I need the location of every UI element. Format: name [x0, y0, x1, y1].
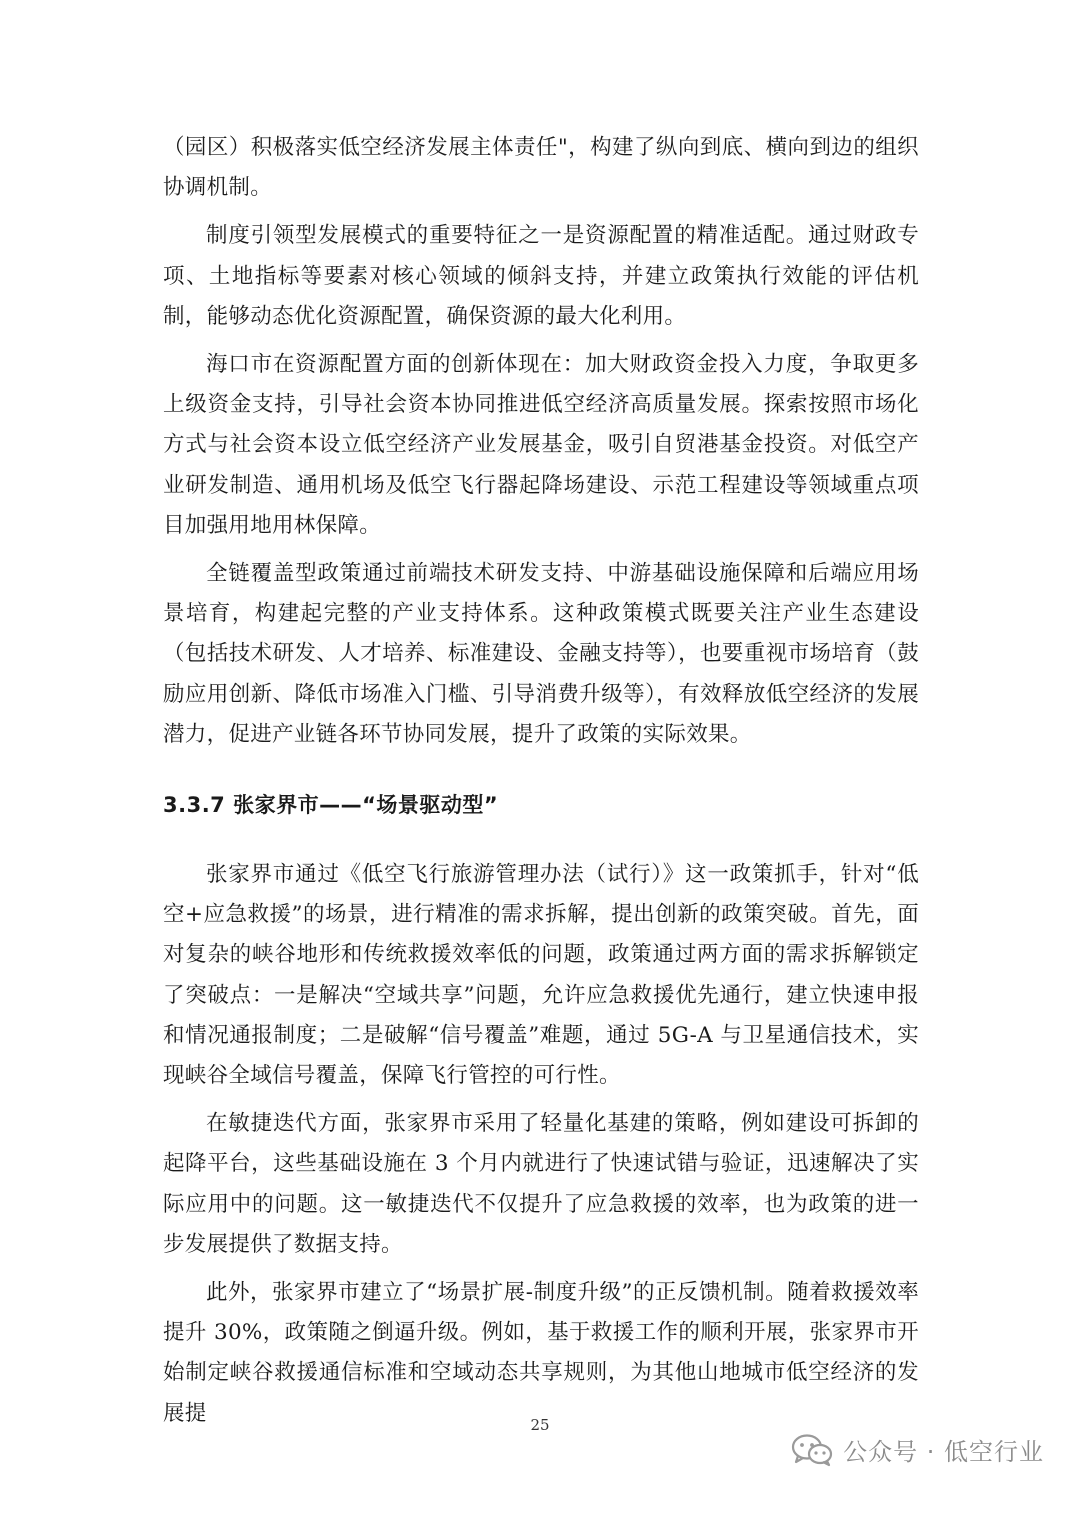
paragraph-5: 张家界市通过《低空飞行旅游管理办法（试行）》这一政策抓手，针对“低空+应急救援”的场景，进行精准的需求拆解，提出创新的政策突破。首先，面对复杂的峡谷地形和传统救援效率低的问题，政策通过两方面的需求拆解锁定了突破点：一是解决“空域共享”问题，允许应急救援优先通行，建立快速申报和情况通报制度；二是破解“信号覆盖”难题，通过 5G-A 与卫星通信技术，实现峡谷全域信号覆盖，保障飞行管控的可行性。	[163, 862, 919, 1089]
wechat-icon	[791, 1433, 833, 1467]
watermark	[791, 1432, 1044, 1467]
watermark-text: 公众号 · 低空行业	[843, 1438, 1044, 1466]
paragraph-4: 全链覆盖型政策通过前端技术研发支持、中游基础设施保障和后端应用场景培育，构建起完整的产业支持体系。这种政策模式既要关注产业生态建设（包括技术研发、人才培养、标准建设、金融支持等），也要重视市场培育（鼓励应用创新、降低市场准入门槛、引导消费升级等），有效释放低空经济的发展潜力，促进产业链各环节协同发展，提升了政策的实际效果。	[163, 561, 919, 747]
paragraph-1: （园区）积极落实低空经济发展主体责任"，构建了纵向到底、横向到边的组织协调机制。	[163, 135, 919, 201]
page-number: 25	[530, 1416, 550, 1434]
paragraph-3: 海口市在资源配置方面的创新体现在：加大财政资金投入力度，争取更多上级资金支持，引导社会资本协同推进低空经济高质量发展。探索按照市场化方式与社会资本设立低空经济产业发展基金，吸引自贸港基金投资。对低空产业研发制造、通用机场及低空飞行器起降场建设、示范工程建设等领域重点项目加强用地用林保障。	[163, 352, 919, 538]
document-page	[163, 128, 919, 1442]
paragraph-7: 此外，张家界市建立了“场景扩展-制度升级”的正反馈机制。随着救援效率提升 30%，政策随之倒逼升级。例如，基于救援工作的顺利开展，张家界市开始制定峡谷救援通信标准和空域动态共享规则，为其他山地城市低空经济的发展提	[163, 1280, 919, 1426]
paragraph-6: 在敏捷迭代方面，张家界市采用了轻量化基建的策略，例如建设可拆卸的起降平台，这些基础设施在 3 个月内就进行了快速试错与验证，迅速解决了实际应用中的问题。这一敏捷迭代不仅提升了应急救援的效率，也为政策的进一步发展提供了数据支持。	[163, 1111, 919, 1257]
paragraph-2: 制度引领型发展模式的重要特征之一是资源配置的精准适配。通过财政专项、土地指标等要素对核心领域的倾斜支持，并建立政策执行效能的评估机制，能够动态优化资源配置，确保资源的最大化利用。	[163, 223, 919, 329]
section-heading: 3.3.7 张家界市——“场景驱动型”	[163, 793, 499, 818]
